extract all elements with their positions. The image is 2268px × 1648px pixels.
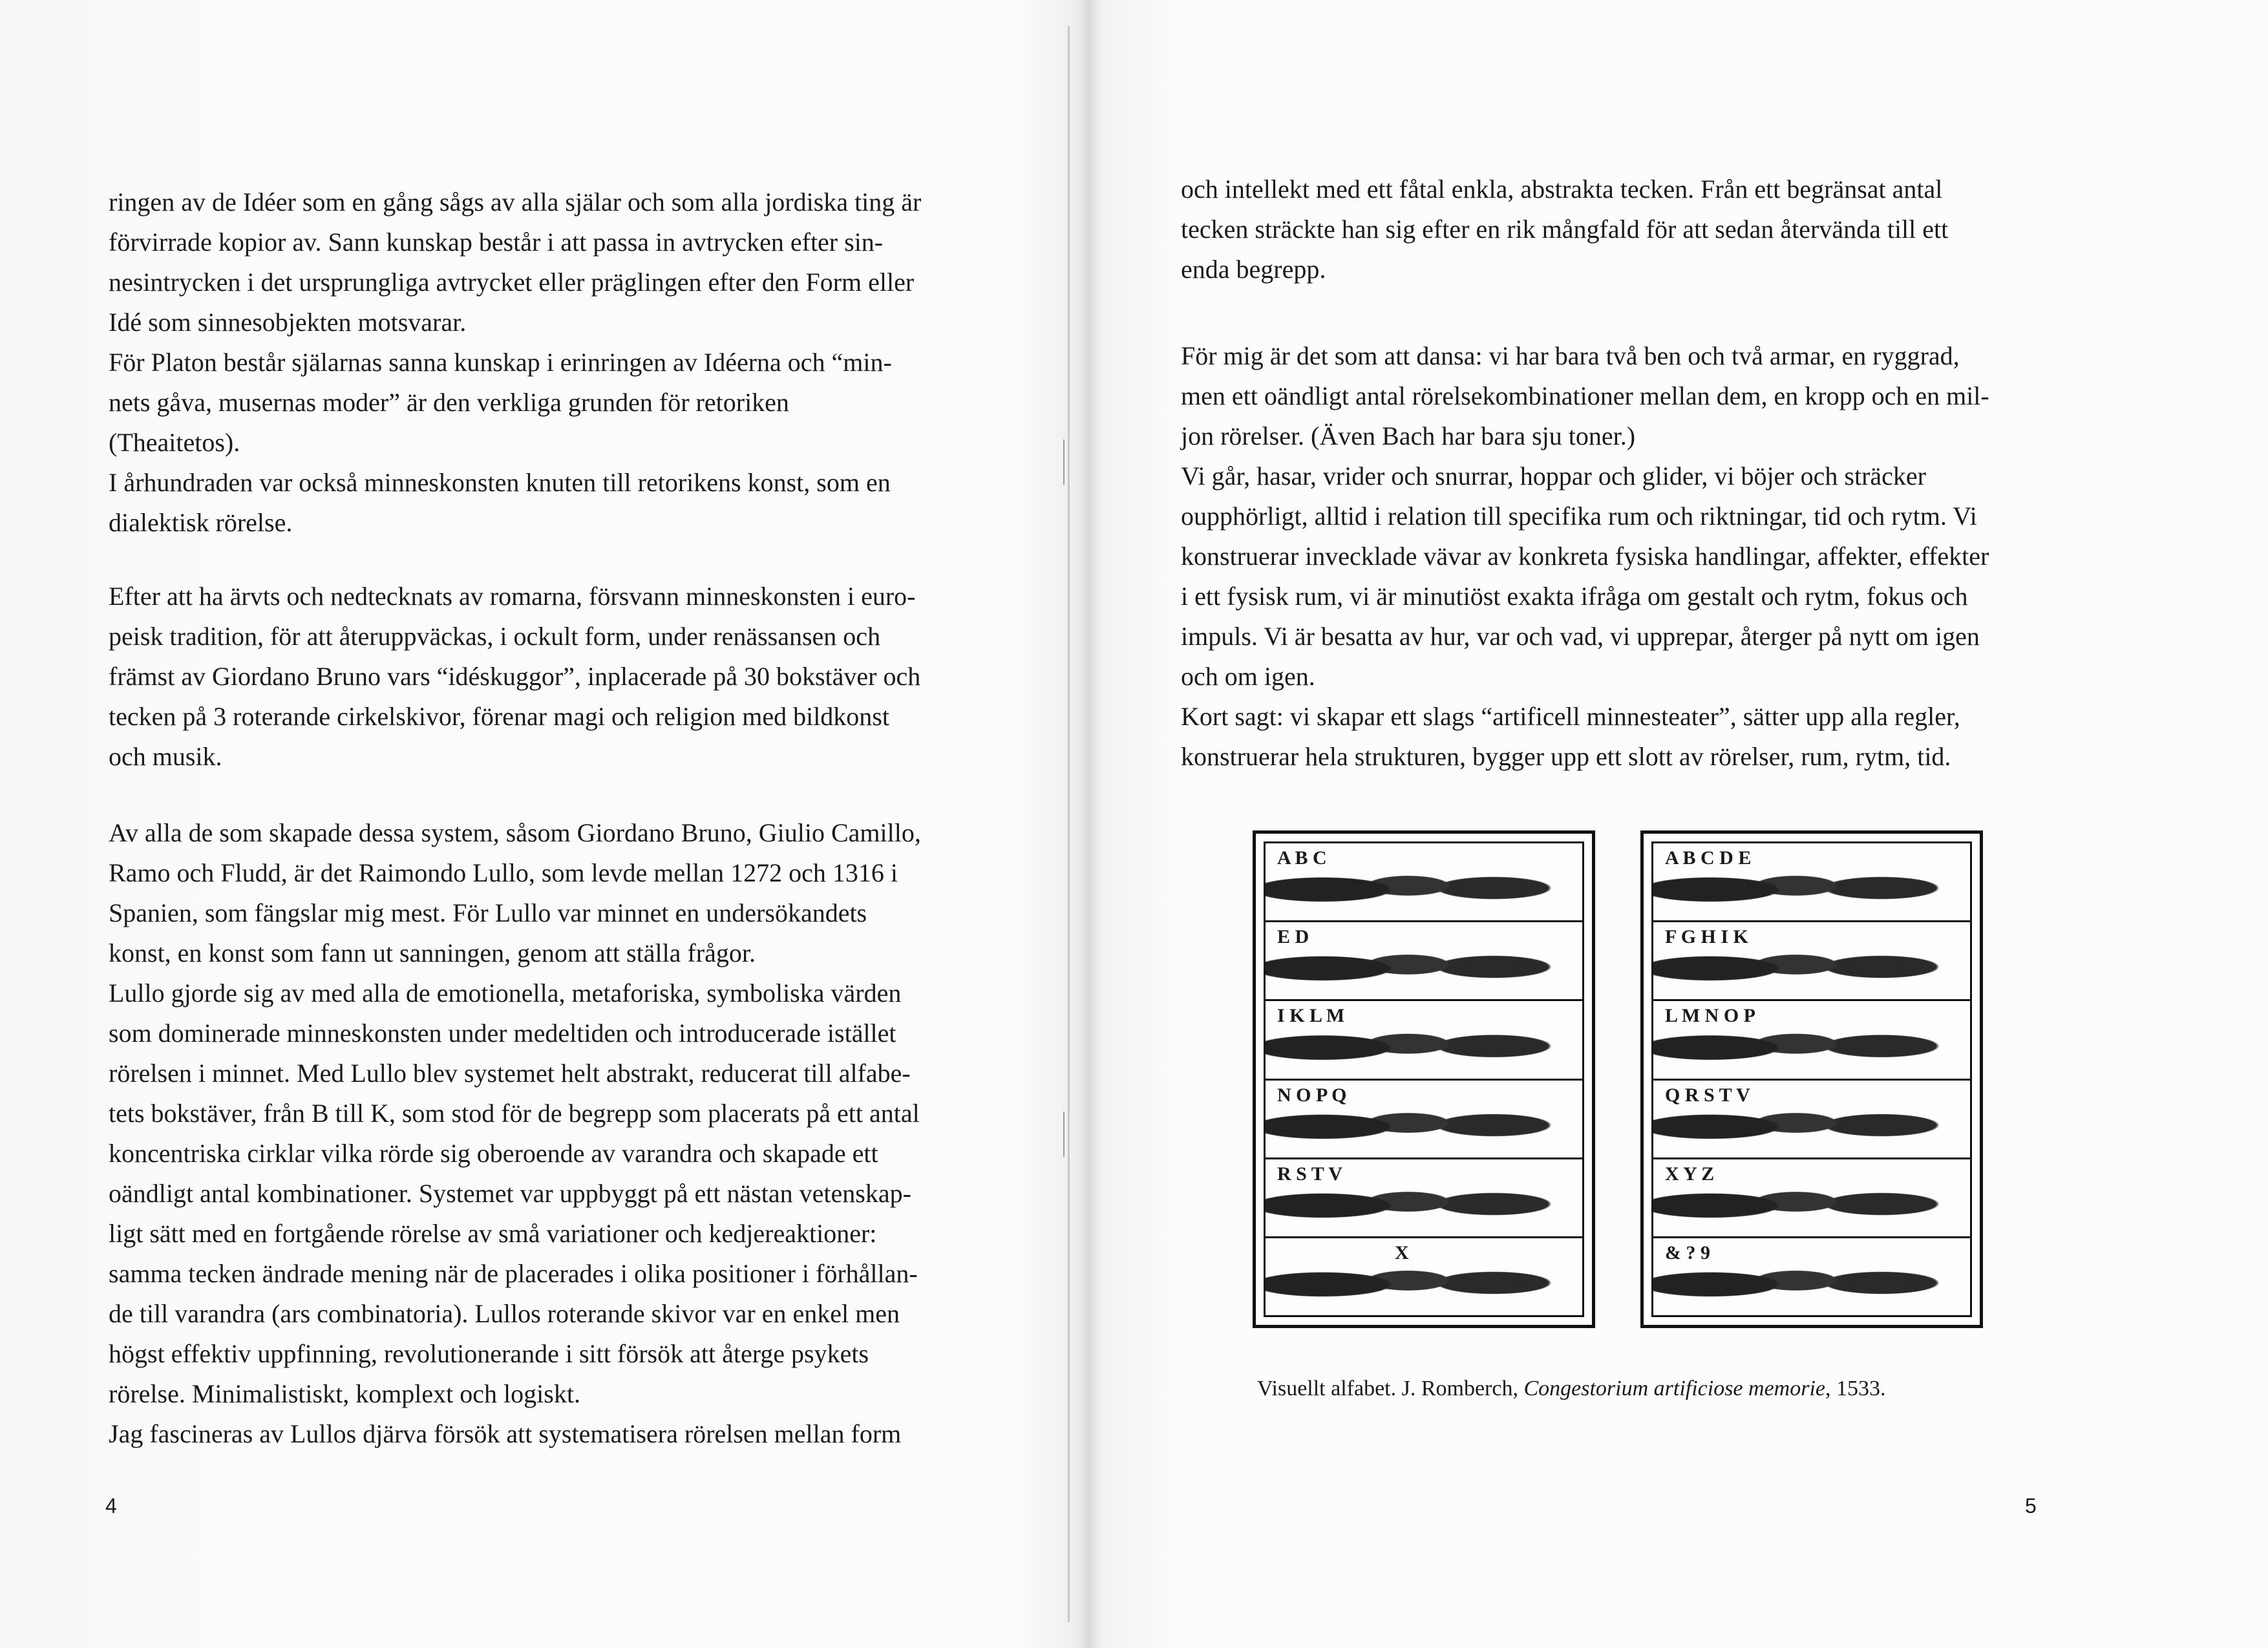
figure-row [1653, 843, 1970, 922]
row-letters: X [1395, 1241, 1409, 1263]
row-letters: & ? 9 [1665, 1241, 1710, 1263]
visual-alphabet-objects-figure [1640, 830, 1983, 1328]
figure-row [1653, 1081, 1970, 1159]
staple-top [1063, 439, 1070, 485]
book-gutter [1068, 26, 1070, 1622]
figure-row [1653, 1159, 1970, 1238]
objects-woodcut-grid [1651, 841, 1972, 1317]
caption-suffix: , 1533. [1825, 1377, 1886, 1400]
row-letters: L M N O P [1665, 1005, 1755, 1027]
figure-row [1266, 1238, 1582, 1315]
visual-alphabet-birds-figure [1253, 830, 1595, 1328]
figure-row [1653, 1238, 1970, 1315]
row-letters: I K L M [1277, 1005, 1345, 1027]
row-letters: Q R S T V [1665, 1084, 1750, 1106]
row-letters: E D [1277, 926, 1309, 948]
figure-row [1653, 1001, 1970, 1080]
row-letters: N O P Q [1277, 1084, 1347, 1106]
caption-title: Congestorium artificiose memorie [1523, 1377, 1825, 1400]
left-paragraph-1: ringen av de Idéer som en gång sågs av alla själar och som alla jordiska ting är förvirrade kopior av. Sann kunskap består i att passa in avtrycken efter sin- nesintrycken i det ursprungliga avtrycket eller präglingen efter den Form eller Idé som sinnesobjekten motsvarar. För Platon består själarnas sanna kunskap i erinringen av Idéerna och “min- nets gåva, musernas moder” är den verkliga grunden för retoriken (Theaitetos). I århundraden var också minneskonsten knuten till retorikens konst, som en dialektisk rörelse. [109, 187, 922, 537]
row-letters: F G H I K [1665, 926, 1748, 948]
figure-row [1266, 1001, 1582, 1080]
figure-row [1266, 922, 1582, 1001]
page-number-left: 4 [105, 1494, 117, 1517]
row-letters: X Y Z [1665, 1163, 1715, 1185]
right-paragraph-1: och intellekt med ett fåtal enkla, abstrakta tecken. Från ett begränsat antal tecken sträckte han sig efter en rik mångfald för att sedan återvända till ett enda begrepp. [1181, 174, 1949, 284]
right-page [1073, 32, 2268, 1622]
left-paragraph-3: Av alla de som skapade dessa system, såsom Giordano Bruno, Giulio Camillo, Ramo och Fludd, är det Raimondo Lullo, som levde mellan 1272 och 1316 i Spanien, som fängslar mig mest. För Lullo var minnet en undersökandets konst, en konst som fann ut sanningen, genom att ställa frågor. Lullo gjorde sig av med alla de emotionella, metaforiska, symboliska värden som dominerade minneskonsten under medeltiden och introducerade istället rörelsen i minnet. Med Lullo blev systemet helt abstrakt, reducerat till alfabe- tets bokstäver, från B till K, som stod för de begrepp som placerats på ett antal koncentriska cirklar vilka rörde sig oberoende av varandra och skapade ett oändligt antal kombinationer. Systemet var uppbyggt på ett nästan vetenskap- ligt sätt med en fortgående rörelse av små variationer och kedjereaktioner: samma tecken ändrade mening när de placerades i olika positioner i förhållan- de till varandra (ars combinatoria). Lullos roterande skivor var en enkel men högst effektiv uppfinning, revolutionerande i sitt försök att återge psykets rörelse. Minimalistiskt, komplext och logiskt. Jag fascineras av Lullos djärva försök att systematisera rörelsen mellan form [109, 818, 921, 1448]
row-letters: A B C D E [1665, 847, 1752, 869]
figure-row [1266, 843, 1582, 922]
left-paragraph-2: Efter att ha ärvts och nedtecknats av romarna, försvann minneskonsten i euro- peisk tradition, för att återuppväckas, i ockult form, under renässansen och främst av Giordano Bruno vars “idéskuggor”, inplacerade på 30 bokstäver och tecken på 3 roterande cirkelskivor, förenar magi och religion med bildkonst och musik. [109, 582, 921, 771]
caption-prefix: Visuellt alfabet. J. Romberch, [1257, 1377, 1524, 1400]
right-paragraph-2: För mig är det som att dansa: vi har bara två ben och två armar, en ryggrad, men ett oändligt antal rörelsekombinationer mellan dem, en kropp och en mil- jon rörelser. (Även Bach har bara sju toner.) Vi går, hasar, vrider och snurrar, hoppar och glider, vi böjer och sträcker oupphörligt, alltid i relation till specifika rum och riktningar, tid och rytm. Vi konstruerar invecklade vävar av konkreta fysiska handlingar, affekter, effekter i ett fysisk rum, vi är minutiöst exakta ifråga om gestalt och rytm, fokus och impuls. Vi är besatta av hur, var och vad, vi upprepar, återger på nytt om igen och om igen. Kort sagt: vi skapar ett slags “artificell minnesteater”, sätter upp alla regler, konstruerar hela strukturen, bygger upp ett slott av rörelser, rum, rytm, tid. [1181, 341, 1989, 771]
figure-caption [1257, 1377, 1886, 1401]
figure-row [1266, 1081, 1582, 1159]
page-number-right: 5 [2025, 1494, 2037, 1517]
figure-row [1653, 922, 1970, 1001]
row-letters: A B C [1277, 847, 1327, 869]
left-page [0, 32, 1060, 1622]
row-letters: R S T V [1277, 1163, 1342, 1185]
birds-woodcut-grid [1264, 841, 1584, 1317]
figure-row [1266, 1159, 1582, 1238]
staple-bottom [1063, 1112, 1070, 1157]
